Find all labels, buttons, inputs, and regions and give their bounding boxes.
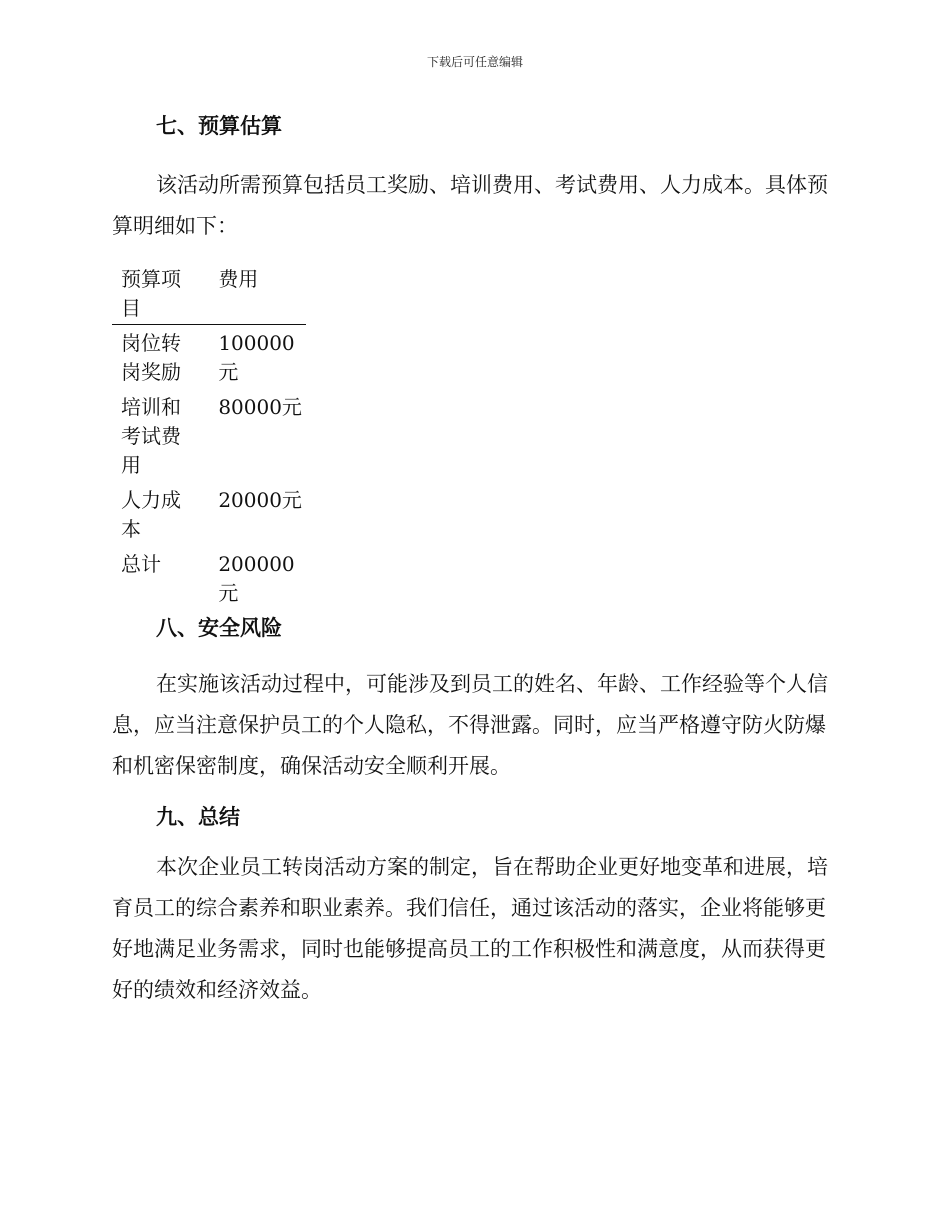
budget-item-cell: 总计 xyxy=(121,552,161,576)
budget-table xyxy=(112,265,306,608)
budget-cost-cell: 200000元 xyxy=(218,552,295,605)
budget-table-row xyxy=(112,387,306,480)
budget-intro: 该活动所需预算包括员工奖励、培训费用、考试费用、人力成本。具体预算明细如下： xyxy=(112,173,828,238)
budget-table-header-item: 预算项目 xyxy=(112,265,218,325)
budget-item-cell: 培训和考试费用 xyxy=(121,395,181,477)
budget-item-cell: 人力成本 xyxy=(121,488,181,541)
budget-table-header-row xyxy=(112,265,306,325)
budget-table-container xyxy=(112,265,306,608)
budget-table-row xyxy=(112,480,306,544)
section-heading-risk: 八、安全风险 xyxy=(156,616,282,640)
budget-table-row xyxy=(112,325,306,388)
summary-body: 本次企业员工转岗活动方案的制定，旨在帮助企业更好地变革和进展，培育员工的综合素养和职业素养。我们信任，通过该活动的落实，企业将能够更好地满足业务需求，同时也能够提高员工的工作积极性和满意度，从而获得更好的绩效和经济效益。 xyxy=(112,855,828,1002)
section-heading-summary: 九、总结 xyxy=(156,805,240,829)
budget-table-header-cost: 费用 xyxy=(218,265,306,325)
budget-cost-cell: 80000元 xyxy=(218,395,302,419)
document-content xyxy=(112,110,832,1011)
section-heading-budget: 七、预算估算 xyxy=(156,114,282,138)
budget-cost-cell: 100000元 xyxy=(218,331,295,384)
risk-body: 在实施该活动过程中，可能涉及到员工的姓名、年龄、工作经验等个人信息，应当注意保护员工的个人隐私，不得泄露。同时，应当严格遵守防火防爆和机密保密制度，确保活动安全顺利开展。 xyxy=(112,672,828,778)
budget-item-cell: 岗位转岗奖励 xyxy=(121,331,181,384)
page-header: 下载后可任意编辑 xyxy=(426,55,523,69)
budget-cost-cell: 20000元 xyxy=(218,488,302,512)
budget-table-row xyxy=(112,544,306,608)
